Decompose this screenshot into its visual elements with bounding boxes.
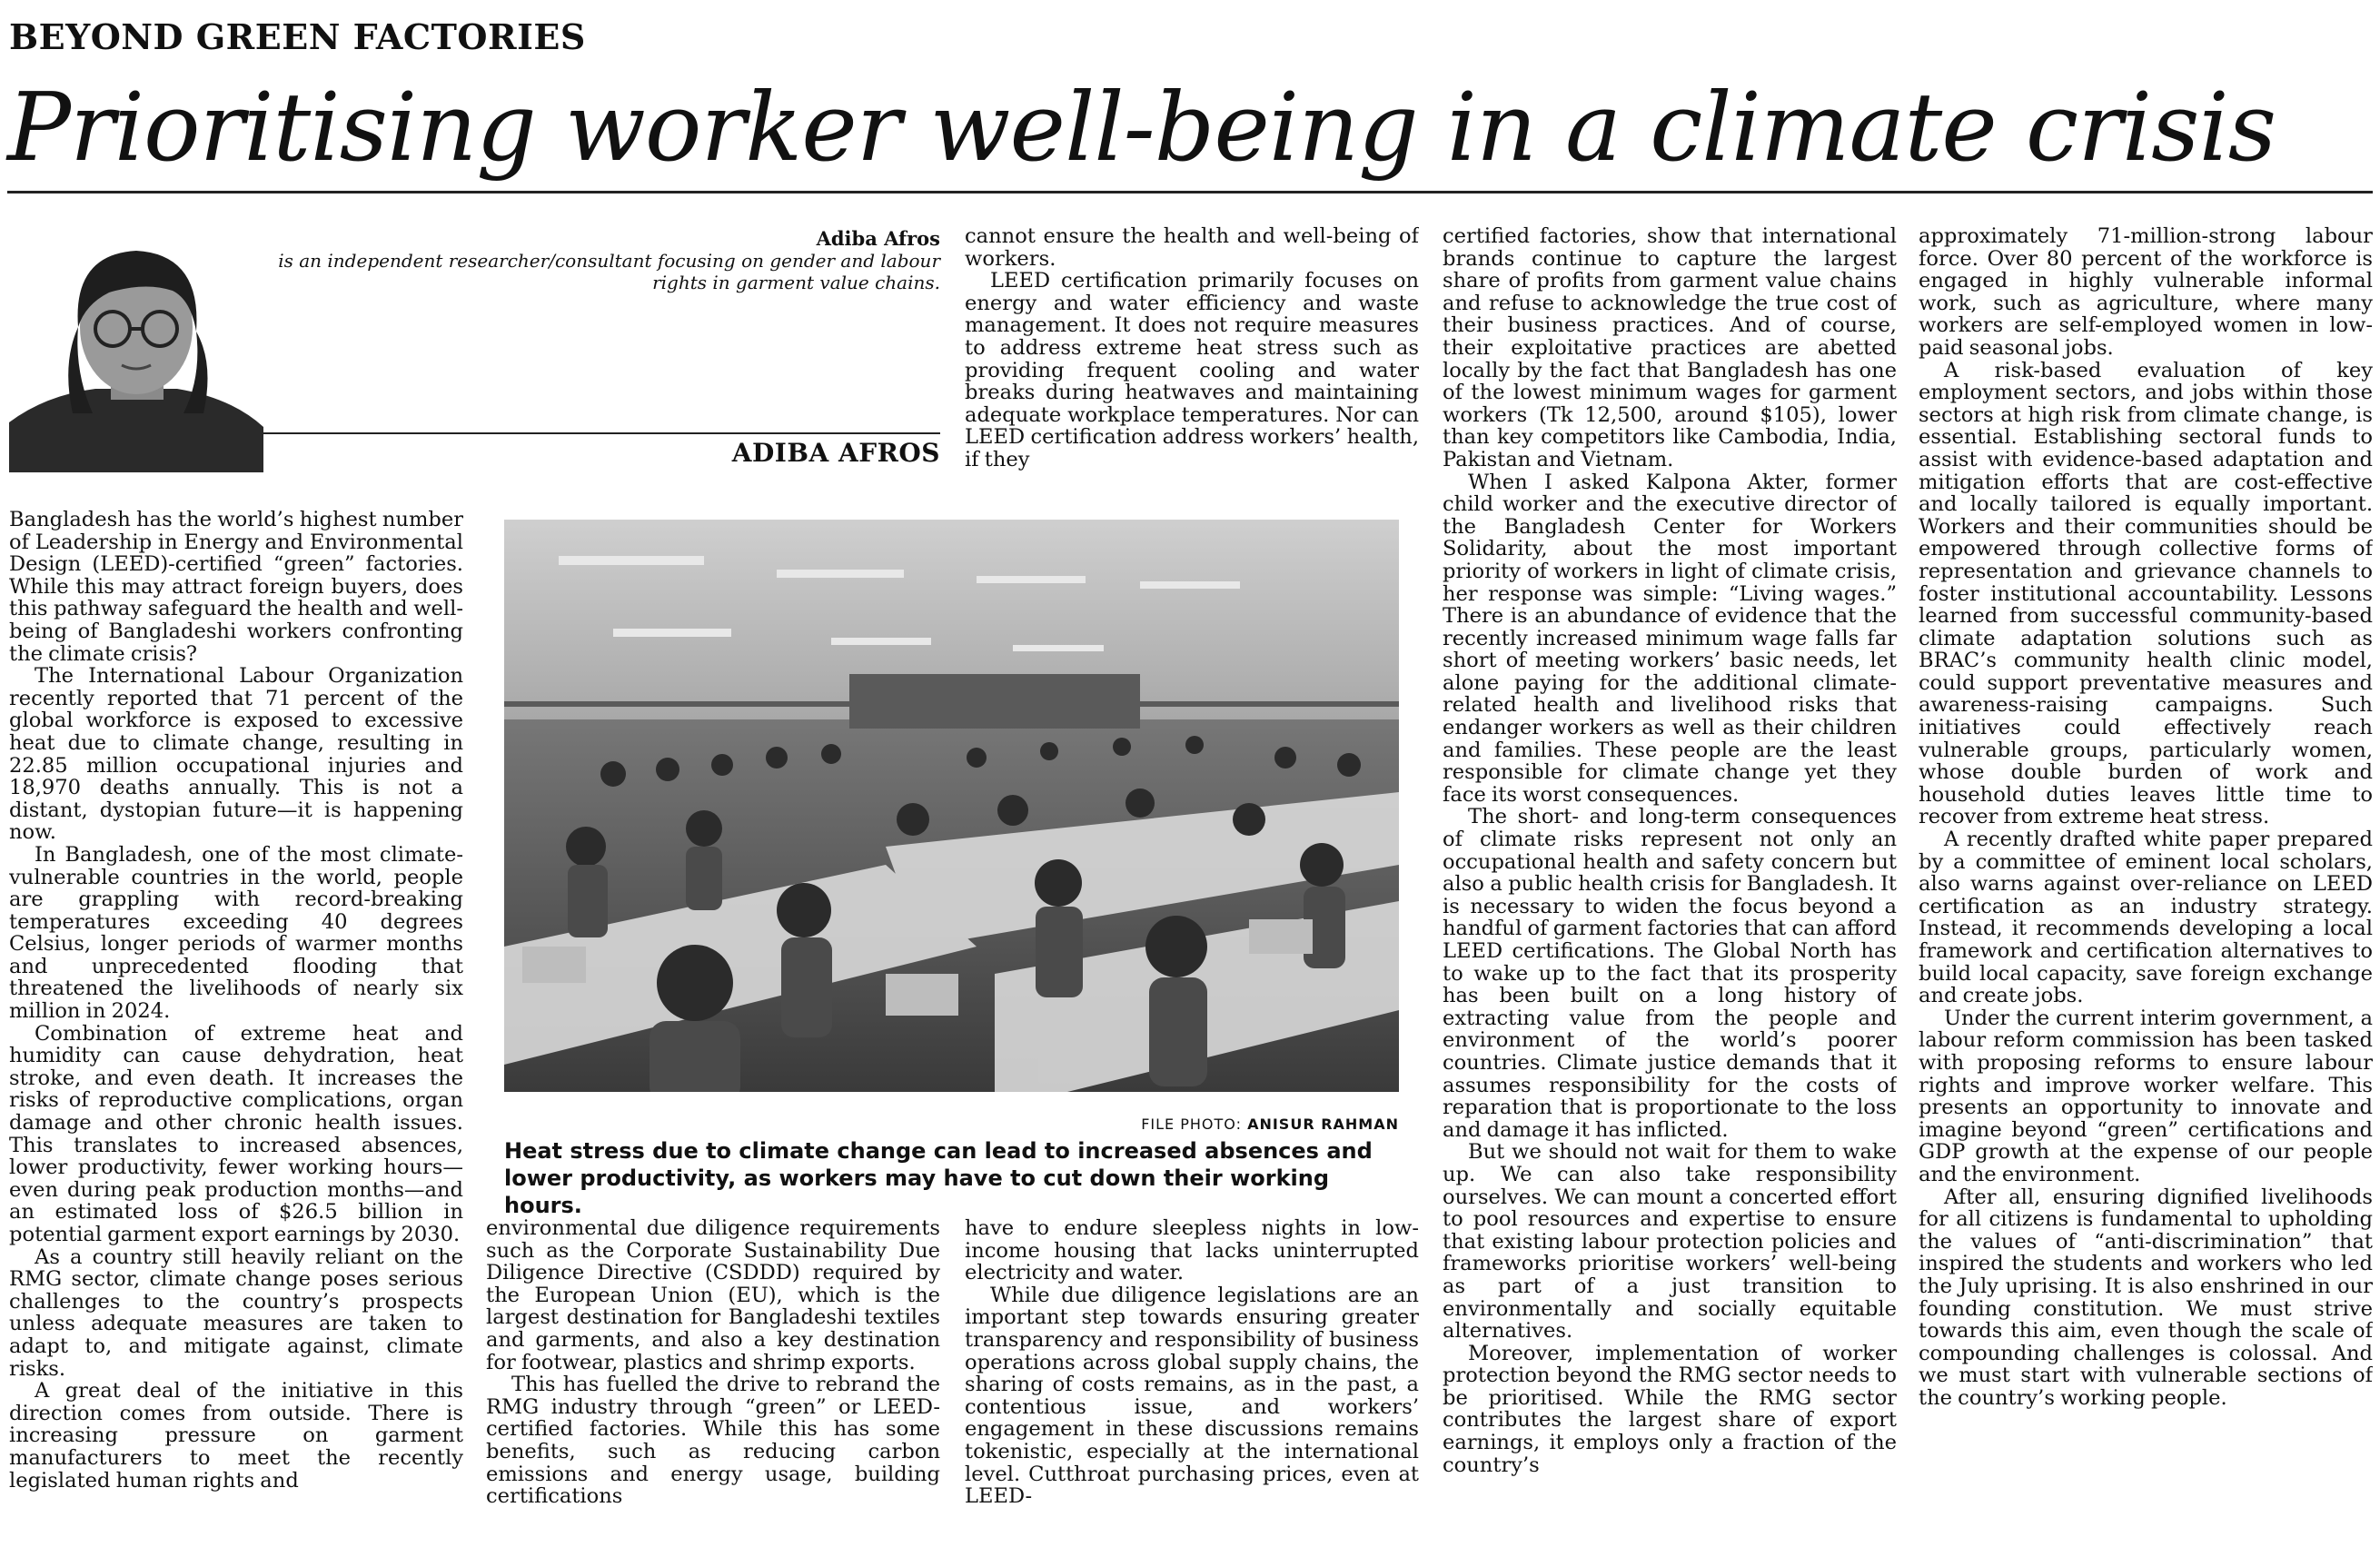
paragraph: But we should not wait for them to wake up. We can also take responsibility ourselves. We can mount a concerted effort to pool resources and expertise to ensure that existing labour protection policies and frameworks prioritise workers’ well-being as part of a just transition to environmentally and socially equitable alternatives. bbox=[1443, 1140, 1897, 1344]
column-3-top bbox=[965, 225, 1419, 498]
photo-caption: Heat stress due to climate change can lead to increased absences and lower productivity, as workers may have to cut down their working hours. bbox=[504, 1138, 1373, 1218]
author-rule bbox=[263, 432, 940, 434]
photo-credit bbox=[504, 1116, 1399, 1133]
factory-photo bbox=[504, 520, 1399, 1092]
paragraph: Combination of extreme heat and humidity can cause dehydration, heat stroke, and even death. It increases the risks of reproductive complications, organ damage and other chronic health issues. This translates to increased absences, lower productivity, fewer working hours—even during peak production months—and an estimated loss of $26.5 billion in potential garment export earnings by 2030. bbox=[9, 1021, 463, 1246]
column-2 bbox=[486, 1217, 940, 1553]
paragraph: Under the current interim government, a labour reform commission has been tasked with proposing reforms to ensure labour rights and improve worker welfare. This presents an opportunity to innovate and imagine beyond “green” certifications and GDP growth at the expense of our people and the environment. bbox=[1919, 1006, 2373, 1186]
headline-rule bbox=[7, 191, 2373, 193]
paragraph: As a country still heavily reliant on the RMG sector, climate change poses serious challenges to the country’s prospects unless adequate measures are taken to adapt to, and mitigate against, climate risks. bbox=[9, 1245, 463, 1381]
author-portrait bbox=[9, 227, 263, 472]
column-4 bbox=[1443, 225, 1897, 1553]
column-1 bbox=[9, 509, 463, 1553]
paragraph: A risk-based evaluation of key employment sectors, and jobs within those sectors at high risk from climate change, is essential. Establishing sectoral funds to assist with evidence-based adaptation and mitigation efforts that are cost-effective and locally tailored is equally important. Workers and their communities should be empowered through collective forms of representation and grievance channels to foster institutional accountability. Lessons learned from successful community-based climate adaptation solutions such as BRAC’s community health clinic model, could support preventative measures and awareness-raising campaigns. Such initiatives could effectively reach vulnerable groups, particularly women, whose double burden of work and household duties leaves little time to recover from extreme heat stress. bbox=[1919, 358, 2373, 829]
paragraph: Moreover, implementation of worker protection beyond the RMG sector needs to be prioritised. While the RMG sector contributes the largest share of export earnings, it employs only a fraction of the country’s bbox=[1443, 1341, 1897, 1477]
paragraph: certified factories, show that international brands continue to capture the largest share of profits from garment value chains and refuse to acknowledge the true cost of their business practices. And of course, their exploitative practices are abetted locally by the fact that Bangladesh has one of the lowest minimum wages for garment workers (Tk 12,500, around $105), lower than key competitors like Cambodia, India, Pakistan and Vietnam. bbox=[1443, 225, 1897, 471]
paragraph: A great deal of the initiative in this direction comes from outside. There is increasing pressure on garment manufacturers to meet the recently legislated human rights and bbox=[9, 1379, 463, 1493]
section-kicker: BEYOND GREEN FACTORIES bbox=[9, 16, 586, 57]
paragraph: approximately 71-million-strong labour force. Over 80 percent of the workforce is engaged in highly vulnerable informal work, such as agriculture, where many workers are self-employed women in low-paid seasonal jobs. bbox=[1919, 225, 2373, 360]
paragraph: When I asked Kalpona Akter, former child worker and the executive director of the Bangladesh Center for Workers Solidarity, about the most important priority of workers in light of climate crisis, her response was simple: “Living wages.” There is an abundance of evidence that the recently increased minimum wage falls far short of meeting workers’ basic needs, let alone paying for the additional climate-related health and livelihood risks that endanger workers as well as their children and families. These people are the least responsible for climate change yet they face its worst consequences. bbox=[1443, 470, 1897, 807]
paragraph: LEED certification primarily focuses on energy and water efficiency and waste management. It does not require measures to address extreme heat stress such as providing frequent cooling and water breaks during heatwaves and maintaining adequate workplace temperatures. Nor can LEED certification address workers’ health, if they bbox=[965, 269, 1419, 471]
paragraph: A recently drafted white paper prepared by a committee of eminent local scholars, also warns against over-reliance on LEED certification as an industry strategy. Instead, it recommends developing a local framework and certification alternatives to build local capacity, save foreign exchange and create jobs. bbox=[1919, 828, 2373, 1008]
author-name: Adiba Afros bbox=[816, 227, 940, 250]
paragraph: The short- and long-term consequences of climate risks represent not only an occupational health and safety concern but also a public health crisis for Bangladesh. It is necessary to widen the focus beyond a handful of garment factories that can afford LEED certifications. The Global North has to wake up to the fact that its prosperity has been built on a long history of extracting value from the people and environment of the world’s poorer countries. Climate justice demands that it assumes responsibility for the costs of reparation that is proportionate to the loss and damage it has inflicted. bbox=[1443, 805, 1897, 1142]
author-info bbox=[273, 227, 940, 293]
author-bio: is an independent researcher/consultant focusing on gender and labour rights in garment value chains. bbox=[278, 250, 940, 293]
paragraph: This has fuelled the drive to rebrand the RMG industry through “green” or LEED-certified factories. While this has some benefits, such as reducing carbon emissions and energy usage, building certifications bbox=[486, 1373, 940, 1509]
byline: ADIBA AFROS bbox=[731, 438, 940, 468]
paragraph: In Bangladesh, one of the most climate-vulnerable countries in the world, people are grappling with record-breaking temperatures exceeding 40 degrees Celsius, longer periods of warmer months and unprecedented flooding that threatened the livelihoods of nearly six million in 2024. bbox=[9, 842, 463, 1024]
column-3-bottom bbox=[965, 1217, 1419, 1553]
article-headline: Prioritising worker well-being in a climate crisis bbox=[7, 72, 2276, 183]
paragraph: environmental due diligence requirements such as the Corporate Sustainability Due Diligence Directive (CSDDD) required by the European Union (EU), which is the largest destination for Bangladeshi textiles and garments, and also a key destination for footwear, plastics and shrimp exports. bbox=[486, 1217, 940, 1374]
paragraph: cannot ensure the health and well-being of workers. bbox=[965, 225, 1419, 271]
paragraph: While due diligence legislations are an important step towards ensuring greater transparency and responsibility of business operations across global supply chains, the sharing of costs remains, as in the past, a contentious issue, and workers’ engagement in these discussions remains tokenistic, especially at the international level. Cutthroat purchasing prices, even at LEED- bbox=[965, 1283, 1419, 1509]
column-5 bbox=[1919, 225, 2373, 1553]
photo-credit-name: ANISUR RAHMAN bbox=[1247, 1116, 1399, 1133]
paragraph: have to endure sleepless nights in low-income housing that lacks uninterrupted electricity and water. bbox=[965, 1217, 1419, 1285]
photo-credit-prefix: FILE PHOTO: bbox=[1141, 1116, 1248, 1133]
paragraph: The International Labour Organization recently reported that 71 percent of the global workforce is exposed to excessive heat due to climate change, resulting in 22.85 million occupational injuries and 18,970 deaths annually. This is not a distant, dystopian future—it is happening now. bbox=[9, 664, 463, 845]
paragraph: After all, ensuring dignified livelihoods for all citizens is fundamental to upholding the values of “anti-discrimination” that inspired the students and workers who led the July uprising. It is also enshrined in our founding constitution. We must strive towards this aim, even though the scale of compounding challenges is colossal. And we must start with vulnerable sections of the country’s working people. bbox=[1919, 1185, 2373, 1410]
paragraph: Bangladesh has the world’s highest number of Leadership in Energy and Environmental Design (LEED)-certified “green” factories. While this may attract foreign buyers, does this pathway safeguard the health and well-being of Bangladeshi workers confronting the climate crisis? bbox=[9, 509, 463, 666]
